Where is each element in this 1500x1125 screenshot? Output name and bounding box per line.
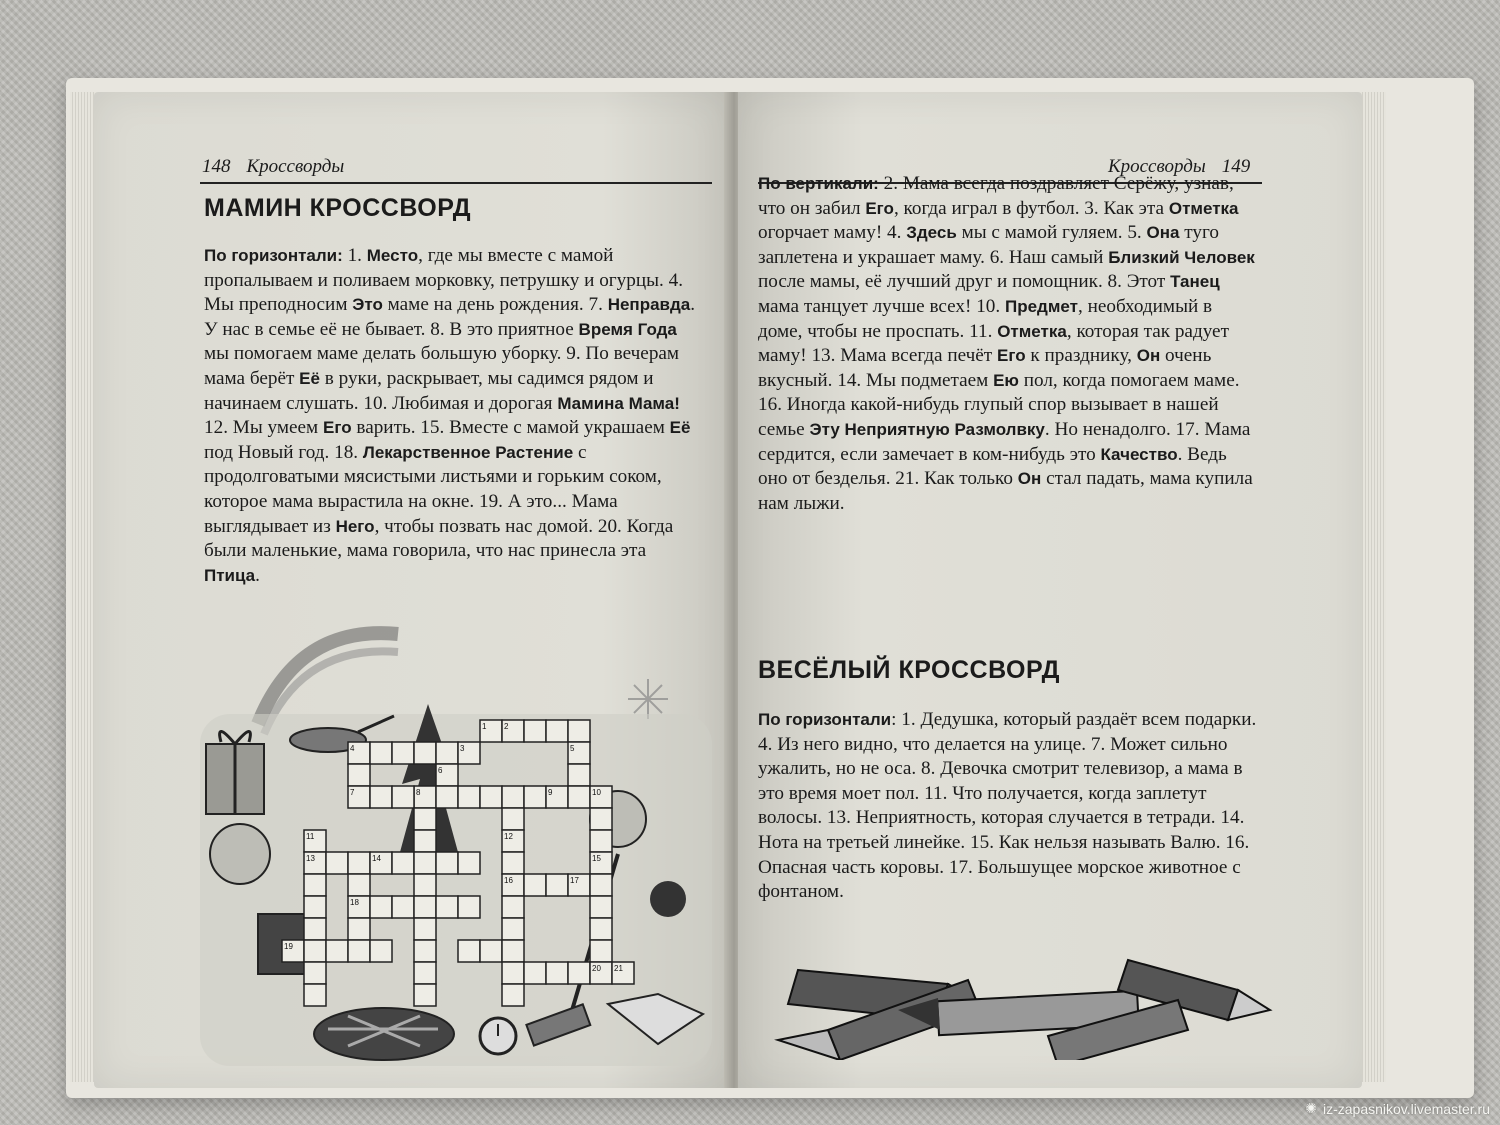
page-edges-left xyxy=(70,92,96,1082)
crossword-cell xyxy=(392,742,414,764)
crossword-cell xyxy=(480,786,502,808)
crossword-cell xyxy=(502,808,524,830)
left-page xyxy=(94,92,730,1088)
clues-across xyxy=(204,244,702,588)
crossword-cell xyxy=(436,742,458,764)
crossword-number: 17 xyxy=(570,876,579,885)
crossword-illustration xyxy=(198,624,714,1072)
crossword-cell xyxy=(392,786,414,808)
crossword-cell xyxy=(414,940,436,962)
crossword-cell xyxy=(370,896,392,918)
page-edges-right xyxy=(1360,92,1386,1082)
crossword-cell xyxy=(546,874,568,896)
crossword-cell xyxy=(436,786,458,808)
crossword-cell xyxy=(502,786,524,808)
crossword-cell xyxy=(414,874,436,896)
crossword-cell xyxy=(568,764,590,786)
crossword-number: 5 xyxy=(570,744,575,753)
crossword-cell xyxy=(392,852,414,874)
crossword-cell xyxy=(458,786,480,808)
crossword-number: 2 xyxy=(504,722,509,731)
crossword-cell xyxy=(590,918,612,940)
crossword-number: 21 xyxy=(614,964,623,973)
crossword-cell xyxy=(546,720,568,742)
crossword-cell xyxy=(524,720,546,742)
crossword-cell xyxy=(414,830,436,852)
crossword-cell xyxy=(524,874,546,896)
crossword-cell xyxy=(304,896,326,918)
crossword-cell xyxy=(304,918,326,940)
crossword-cell xyxy=(348,852,370,874)
crossword-number: 15 xyxy=(592,854,601,863)
crossword-cell xyxy=(458,896,480,918)
page-number: 148 xyxy=(202,156,231,177)
crossword-cell xyxy=(414,896,436,918)
crossword-cell xyxy=(326,940,348,962)
crossword-cell xyxy=(568,720,590,742)
clues-label: По горизонтали: xyxy=(204,246,343,265)
crossword-cell xyxy=(370,742,392,764)
crossword-cell xyxy=(502,852,524,874)
second-clues-across xyxy=(758,708,1264,905)
crossword-cell xyxy=(590,896,612,918)
crossword-number: 10 xyxy=(592,788,601,797)
crossword-cell xyxy=(568,962,590,984)
snowflake-icon xyxy=(628,679,668,719)
crossword-cell xyxy=(414,742,436,764)
crossword-cell xyxy=(326,852,348,874)
left-running-head xyxy=(202,156,344,178)
snowflake-logo-icon: ✺ xyxy=(1305,1100,1317,1116)
watermark: ✺ iz-zapasnikov.livemaster.ru xyxy=(1305,1100,1490,1117)
crossword-cell xyxy=(304,940,326,962)
crossword-number: 9 xyxy=(548,788,553,797)
crossword-number: 18 xyxy=(350,898,359,907)
clues-label: По вертикали: xyxy=(758,174,879,193)
crossword-number: 16 xyxy=(504,876,513,885)
crossword-cell xyxy=(524,962,546,984)
crossword-number: 14 xyxy=(372,854,381,863)
clues-body: : 1. Дедушка, который раздаёт всем подарки. 4. Из него видно, что делается на улице. 7. Может сильно ужалить, но не оса. 8. Девочка смотрит телевизор, а мама в это время моет пол. 11. Что получается, когда заплетут волосы. 13. Неприятность, которая случается в тетради. 14. Нота на третьей линейке. 15. Как нельзя называть Валю. 16. Опасная часть коровы. 17. Большущее морское животное с фонтаном. xyxy=(758,709,1257,903)
crossword-number: 19 xyxy=(284,942,293,951)
clues-down xyxy=(758,172,1258,516)
crossword-cell xyxy=(414,918,436,940)
section-title: Кроссворды xyxy=(246,156,345,177)
crossword-cell xyxy=(590,874,612,896)
crossword-cell xyxy=(304,984,326,1006)
puzzle-title: МАМИН КРОССВОРД xyxy=(204,194,472,222)
crossword-cell xyxy=(414,962,436,984)
gift-box-icon xyxy=(206,731,264,814)
crossword-cell xyxy=(348,764,370,786)
pie-icon xyxy=(314,1008,454,1060)
second-puzzle-title: ВЕСЁЛЫЙ КРОССВОРД xyxy=(758,656,1060,684)
crossword-cell xyxy=(348,940,370,962)
crossword-cell xyxy=(546,962,568,984)
page-number: 149 xyxy=(1221,156,1251,177)
crossword-cell xyxy=(590,808,612,830)
crossword-number: 6 xyxy=(438,766,443,775)
clues-body: 2. Мама всегда поздравляет Серёжу, узнав, что он забил Его, когда играл в футбол. 3. Как эта Отметка огорчает маму! 4. Здесь мы с мамой гуляем. 5. Она туго заплетена и украшает маму. 6. Наш самый Близкий Человек после мамы, её лучший друг и помощник. 8. Этот Танец мама танцует лучше всех! 10. Предмет, необходимый в доме, чтобы не проспать. 11. Отметка, которая так радует маму! 13. Мама всегда печёт Его к празднику, Он очень вкусный. 14. Мы подметаем Ею пол, когда помогаем маме. 16. Иногда какой-нибудь глупый спор вызывает в нашей семье Эту Неприятную Размолвку. Но ненадолго. 17. Мама сердится, если замечает в ком-нибудь это Качество. Ведь оно от безделья. 21. Как только Он стал падать, мама купила нам лыжи. xyxy=(758,173,1255,514)
right-page xyxy=(738,92,1362,1088)
crossword-cell xyxy=(458,940,480,962)
crossword-cell xyxy=(480,940,502,962)
crossword-cell xyxy=(436,896,458,918)
crossword-cell xyxy=(370,786,392,808)
crossword-cell xyxy=(414,852,436,874)
crossword-number: 7 xyxy=(350,788,355,797)
crossword-number: 20 xyxy=(592,964,601,973)
alarm-clock-icon xyxy=(480,1018,516,1054)
crossword-cell xyxy=(370,940,392,962)
crossword-number: 3 xyxy=(460,744,465,753)
crossword-cell xyxy=(304,962,326,984)
crossword-number: 13 xyxy=(306,854,315,863)
header-rule xyxy=(200,182,712,184)
crossword-cell xyxy=(392,896,414,918)
crossword-cell xyxy=(568,786,590,808)
crossword-cell xyxy=(590,830,612,852)
crossword-number: 8 xyxy=(416,788,421,797)
section-title: Кроссворды xyxy=(1108,156,1206,177)
crossword-number: 11 xyxy=(306,832,315,841)
crossword-number: 4 xyxy=(350,744,355,753)
crossword-cell xyxy=(304,874,326,896)
crossword-cell xyxy=(502,940,524,962)
crossword-cell xyxy=(458,852,480,874)
crossword-cell xyxy=(524,786,546,808)
crossword-number: 1 xyxy=(482,722,487,731)
crossword-cell xyxy=(414,808,436,830)
crossword-cell xyxy=(348,918,370,940)
crossword-cell xyxy=(414,984,436,1006)
crossword-cell xyxy=(502,918,524,940)
pencils-illustration xyxy=(758,940,1278,1060)
crossword-cell xyxy=(436,852,458,874)
crossword-cell xyxy=(502,984,524,1006)
crossword-cell xyxy=(348,874,370,896)
crossword-number: 12 xyxy=(504,832,513,841)
clues-body: 1. Место, где мы вместе с мамой пропалываем и поливаем морковку, петрушку и огурцы. 4. Мы преподносим Это маме на день рождения. 7. Неправда. У нас в семье её не бывает. 8. В это приятное Время Года мы помогаем маме делать большую уборку. 9. По вечерам мама берёт Её в руки, раскрывает, мы садимся рядом и начинаем слушать. 10. Любимая и дорогая Мамина Мама! 12. Мы умеем Его варить. 15. Вместе с мамой украшаем Её под Новый год. 18. Лекарственное Растение с продолговатыми мясистыми листьями и горьким соком, которое мама вырастила на окне. 19. А это... Мама выглядывает из Него, чтобы позвать нас домой. 20. Когда были маленькие, мама говорила, что нас принесла эта Птица. xyxy=(204,245,696,586)
crossword-cell xyxy=(502,962,524,984)
clues-label: По горизонтали xyxy=(758,710,892,729)
crossword-cell xyxy=(590,940,612,962)
crossword-cell xyxy=(502,896,524,918)
